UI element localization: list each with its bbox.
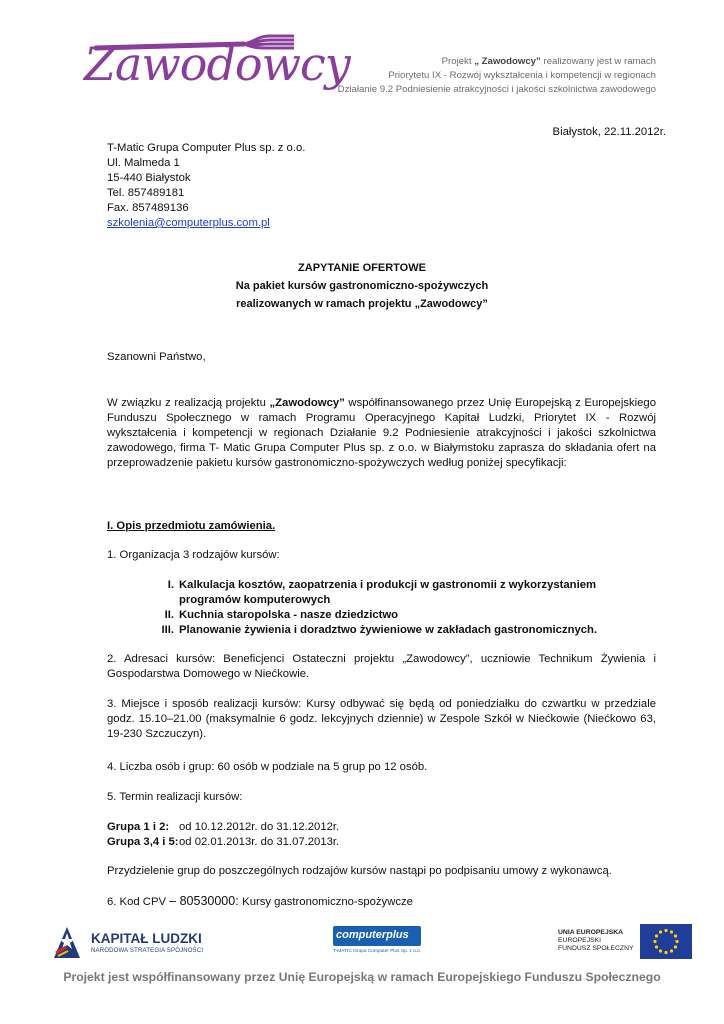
computerplus-subtitle: T-MATIC Grupa Computer Plus Sp. z o.o. — [333, 949, 422, 954]
list-item: Grupa 1 i 2: od 10.12.2012r. do 31.12.2012r. — [107, 821, 340, 833]
point-5: 5. Termin realizacji kursów: — [107, 791, 243, 803]
kapital-ludzki-subtitle: NARODOWA STRATEGIA SPÓJNOŚCI — [91, 948, 204, 954]
list-item: II. Kuchnia staropolska - nasze dziedzictwo — [164, 609, 399, 621]
letter-date: Białystok, 22.11.2012r. — [552, 126, 666, 138]
computerplus-logo-text: computerplus — [336, 929, 409, 941]
header-project-info — [338, 55, 656, 97]
sender-email-link[interactable]: szkolenia@computerplus.com.pl — [107, 217, 270, 229]
header-priority-line: Priorytetu IX - Rozwój wykształcenia i kompetencji w regionach — [388, 70, 656, 81]
project-logo: Zawodowcy — [84, 37, 350, 91]
kapital-ludzki-title: KAPITAŁ LUDZKI — [91, 931, 202, 946]
sender-street: Ul. Malmeda 1 — [107, 157, 180, 169]
point-3: 3. Miejsce i sposób realizacji kursów: Kursy odbywać się będą od poniedziałku do czwartku w przedziale godz. 15.10–21.00 (maksymalnie 6 godz. lekcyjnych dziennie) w Zespole Szkół w Niećkowie (Niećkowo 63, 19-230 Szczuczyn). — [107, 698, 656, 740]
sender-fax: Fax. 857489136 — [107, 202, 189, 214]
sender-address — [107, 141, 305, 231]
footer-cofinancing-note: Projekt jest współfinansowany przez Unię Europejską w ramach Europejskiego Funduszu Społecznego — [63, 970, 661, 984]
intro-paragraph: W związku z realizacją projektu „Zawodowcy” współfinansowanego przez Unię Europejską z Europejskiego Funduszu Społecznego w ramach Programu Operacyjnego Kapitał Ludzki, Priorytet IX - Rozwój wykształcenia i kompetencji w regionach Działanie 9.2 Podniesienie atrakcyjności i jakości szkolnictwa zawodowego, firma T- Matic Grupa Computer Plus sp. z o.o. w Białymstoku zaprasza do składania ofert na przeprowadzenie pakietu kursów gastronomiczno-spożywczych według poniżej specyfikacji: — [107, 397, 656, 469]
eu-flag-icon — [640, 924, 692, 959]
sender-city: 15-440 Białystok — [107, 172, 191, 184]
point-6: 6. Kod CPV – 80530000: Kursy gastronomiczno-spożywcze — [107, 894, 413, 908]
point-4: 4. Liczba osób i grup: 60 osób w podziale na 5 grup po 12 osób. — [107, 761, 428, 773]
header-action-line: Działanie 9.2 Podniesienie atrakcyjności i jakości szkolnictwa zawodowego — [337, 84, 656, 95]
eu-fund-label: UNIA EUROPEJSKA EUROPEJSKI FUNDUSZ SPOŁECZNY — [558, 929, 634, 952]
sender-company: T-Matic Grupa Computer Plus sp. z o.o. — [107, 142, 306, 154]
assignment-note: Przydzielenie grup do poszczególnych rodzajów kursów nastąpi po podpisaniu umowy z wykonawcą. — [107, 865, 612, 877]
list-item: Grupa 3,4 i 5:od 02.01.2013r. do 31.07.2013r. — [107, 836, 340, 848]
list-item: I. Kalkulacja kosztów, zaopatrzenia i produkcji w gastronomii z wykorzystaniem programów komputerowych — [167, 579, 597, 606]
section-title: I. Opis przedmiotu zamówienia. — [107, 520, 276, 532]
sender-tel: Tel. 857489181 — [107, 187, 185, 199]
list-item: III. Planowanie żywienia i doradztwo żywieniowe w zakładach gastronomicznych. — [161, 624, 598, 636]
document-title: ZAPYTANIE OFERTOWE Na pakiet kursów gastronomiczno-spożywczych realizowanych w ramach projektu „Zawodowcy” — [235, 262, 489, 310]
course-list — [150, 578, 650, 638]
greeting: Szanowni Państwo, — [107, 351, 206, 363]
header-project-line: Projekt „ Zawodowcy” realizowany jest w ramach — [441, 56, 656, 67]
point-1: 1. Organizacja 3 rodzajów kursów: — [107, 549, 280, 561]
kapital-ludzki-logo-icon — [52, 925, 82, 959]
point-2: 2. Adresaci kursów: Beneficjenci Ostateczni projektu „Zawodowcy”, uczniowie Technikum Żywienia i Gospodarstwa Domowego w Niećkowie. — [107, 653, 656, 680]
group-schedule — [107, 820, 339, 850]
